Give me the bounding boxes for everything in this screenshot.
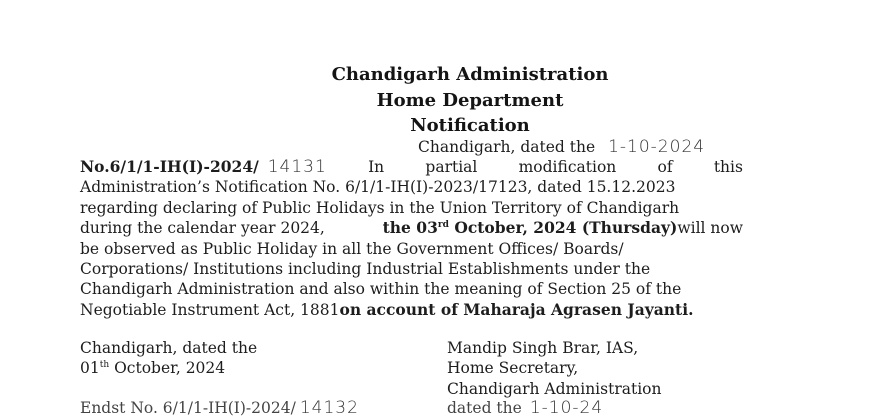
signatory-name: Mandip Singh Brar, IAS, [447,339,639,357]
signatory-office: Chandigarh Administration [447,380,662,398]
heading-notification: Notification [410,115,530,136]
footer-dated: Chandigarh, dated the [80,339,258,357]
body-text: regarding declaring of Public Holidays in the Union Territory of Chandigarh [80,199,680,217]
endorsement-handwritten-date: 1-10-24 [529,398,604,418]
notification-line-4 [80,218,743,238]
handwritten-date: 1-10-2024 [608,137,706,157]
word-of: of [657,158,673,176]
endorsement-handwritten-number: 14132 [299,398,359,418]
word-in: In [368,158,385,176]
word-modification: modification [518,158,617,176]
body-text: Corporations/ Institutions including Industrial Establishments under the [80,260,651,278]
heading-administration: Chandigarh Administration [331,64,609,85]
holiday-date: the 03rd October, 2024 (Thursday)will now [382,218,743,237]
word-partial: partial [425,158,478,176]
handwritten-number: 14131 [267,157,327,177]
signatory-designation: Home Secretary, [447,359,579,377]
notification-line-3 [80,198,743,218]
body-text: during the calendar year 2024, [80,219,325,237]
notification-line-8 [80,300,743,320]
dated-line [418,137,705,157]
notification-number: No.6/1/1-IH(I)-2024/ [80,157,259,176]
heading-department: Home Department [376,90,564,111]
notification-line-1 [80,157,743,177]
occasion: on account of Maharaja Agrasen Jayanti. [339,300,694,319]
notification-line-7 [80,279,743,299]
body-text: Chandigarh Administration and also within the meaning of Section 25 of the [80,280,682,298]
word-this: this [713,158,743,176]
footer-date: 01th October, 2024 [80,359,226,377]
body-text: Negotiable Instrument Act, 1881 [80,301,340,319]
endorsement-dated: dated the 1-10-24 [447,398,604,418]
body-text: be observed as Public Holiday in all the Government Offices/ Boards/ [80,240,624,258]
notification-line-5 [80,239,743,259]
body-text: Administration’s Notification No. 6/1/1-IH(I)-2023/17123, dated 15.12.2023 [80,178,676,196]
notification-line-6 [80,259,743,279]
endorsement-line [80,398,359,418]
notification-line-2 [80,177,743,197]
endorsement-number: Endst No. 6/1/1-IH(I)-2024/ [80,399,296,417]
dated-text: Chandigarh, dated the [418,138,596,156]
